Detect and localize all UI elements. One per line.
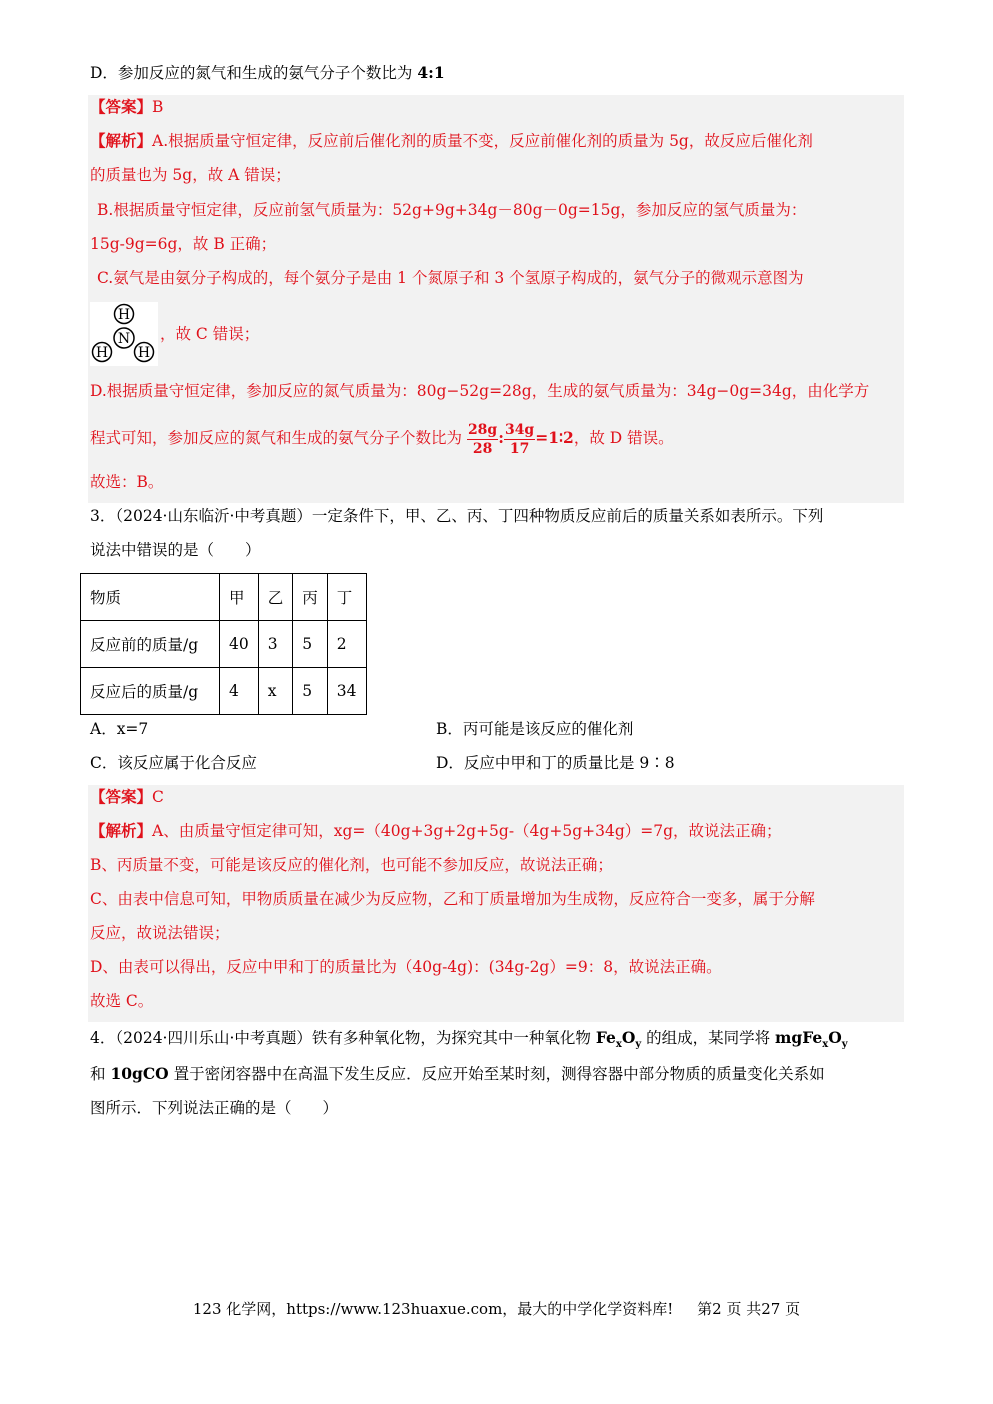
q2-conclusion: 故选：B。 [90,473,164,491]
q2-analysis-c1: C.氨气是由氨分子构成的，每个氨分子是由 1 个氮原子和 3 个氢原子构成的，氨气分子的微观示意图为 [97,269,804,287]
formula-fexoy: $Fe_xO_y$ [595,1028,642,1051]
table-header-cell: 丙 [293,574,328,621]
q4-stem-1: 4．（2024·四川乐山·中考真题）铁有多种氧化物，为探究其中一种氧化物 $Fe_xO_y$ 的组成，某同学将 $mgFe_xO_y$ [90,1028,848,1051]
q2-analysis-a1: 【解析】A.根据质量守恒定律，反应前后催化剂的质量不变，反应前催化剂的质量为 5g，故反应后催化剂 [90,131,813,150]
n-atom: N [117,331,131,347]
table-cell: 34 [327,668,366,715]
table-cell: 反应后的质量/g [81,668,220,715]
q2-analysis-a2: 的质量也为 5g，故 A 错误； [90,166,291,184]
q3-answer: 【答案】C [90,787,164,806]
q2-analysis-c2: ，故 C 错误； [160,325,260,343]
formula-mgfexoy: $mgFe_xO_y$ [775,1028,848,1051]
q2-analysis-d2: 程式可知，参加反应的氮气和生成的氨气分子个数比为 $\frac{28g}{28}$ : $\frac{34g}{17}$ =1∶2，故 D 错误。 [90,421,674,457]
fraction-28g-28: $\frac{28g}{28}$ [467,421,498,457]
table-row [81,574,367,621]
q3-mass-table [80,573,367,715]
q2-option-d: D．参加反应的氮气和生成的氨气分子个数比为 4:1 [90,63,445,82]
q3-stem-1: 3．（2024·山东临沂·中考真题）一定条件下，甲、乙、丙、丁四种物质反应前后的质量关系如表所示。下列 [90,507,824,525]
table-cell: x [258,668,293,715]
q3-conclusion: 故选 C。 [90,992,154,1010]
table-header-cell: 丁 [327,574,366,621]
q2-answer: 【答案】B [90,97,164,116]
h-atom-top: H [117,307,131,323]
table-cell: 5 [293,621,328,668]
fraction-34g-17: $\frac{34g}{17}$ [504,421,535,457]
q2-analysis-b1: B.根据质量守恒定律，反应前氢气质量为：52g+9g+34g－80g－0g=15g，参加反应的氢气质量为： [97,201,807,219]
q3-option-b: B．丙可能是该反应的催化剂 [436,720,634,738]
table-row [81,621,367,668]
q3-option-c: C．该反应属于化合反应 [90,754,257,772]
table-header-cell: 物质 [81,574,220,621]
table-cell: 反应前的质量/g [81,621,220,668]
q2-analysis-b2: 15g-9g=6g，故 B 正确； [90,235,277,253]
table-cell: 3 [258,621,293,668]
ratio: 4:1 [417,63,445,82]
footer-site: 123 化学网，https://www.123huaxue.com，最大的中学化学资料库! [192,1300,674,1318]
q3-analysis-d: D、由表可以得出，反应中甲和丁的质量比为（40g-4g)：(34g-2g）=9：8，故说法正确。 [90,958,722,976]
q3-option-d: D．反应中甲和丁的质量比是 9∶8 [436,754,675,772]
page-footer [0,1298,993,1319]
table-cell: 5 [293,668,328,715]
h-atom-left: H [95,345,109,361]
h-atom-right: H [137,345,151,361]
table-header-cell: 乙 [258,574,293,621]
footer-page-number: 第2 页 共27 页 [697,1300,801,1318]
ammonia-molecule-diagram [90,302,158,370]
q4-stem-2: 和 10gCO 置于密闭容器中在高温下发生反应．反应开始至某时刻，测得容器中部分物质的质量变化关系如 [90,1064,825,1083]
q3-analysis-c2: 反应，故说法错误； [90,924,230,942]
table-row [81,668,367,715]
q3-analysis-a: 【解析】A、由质量守恒定律可知，xg=（40g+3g+2g+5g-（4g+5g+34g）=7g，故说法正确； [90,821,782,840]
q3-analysis-c1: C、由表中信息可知，甲物质质量在减少为反应物，乙和丁质量增加为生成物，反应符合一变多，属于分解 [90,890,815,908]
q3-option-a: A．x=7 [90,720,149,738]
q4-stem-3: 图所示．下列说法正确的是（ ） [90,1099,339,1117]
table-cell: 40 [220,621,259,668]
q3-analysis-b: B、丙质量不变，可能是该反应的催化剂，也可能不参加反应，故说法正确； [90,856,613,874]
q2-analysis-d1: D.根据质量守恒定律，参加反应的氮气质量为：80g−52g=28g，生成的氨气质量为：34g−0g=34g，由化学方 [90,382,870,400]
table-cell: 2 [327,621,366,668]
q3-stem-2: 说法中错误的是（ ） [90,541,261,559]
formula-10gco: 10gCO [110,1064,169,1083]
table-cell: 4 [220,668,259,715]
table-header-cell: 甲 [220,574,259,621]
